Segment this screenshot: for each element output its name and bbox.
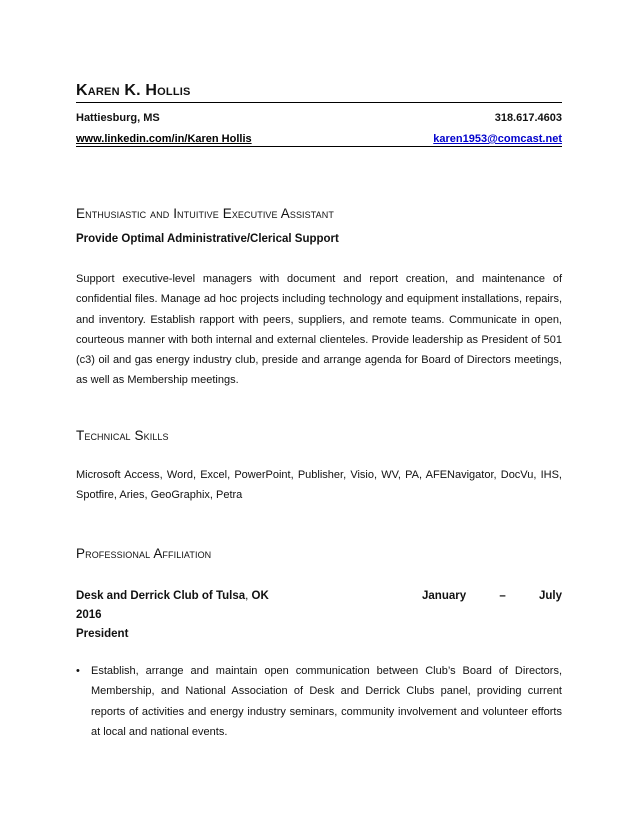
affiliation-bullet-list: [76, 661, 562, 742]
affiliation-header: [76, 587, 562, 644]
affiliation-role: President: [76, 628, 129, 640]
affiliation-section-title: Professional Affiliation: [76, 546, 212, 561]
affiliation-org-location: [76, 587, 269, 606]
email-link[interactable]: karen1953@comcast.net: [433, 133, 562, 145]
affiliation-date-end: July: [538, 590, 562, 602]
affiliation-org: Desk and Derrick Club of Tulsa: [76, 590, 246, 602]
list-item: [76, 661, 562, 742]
contact-row-links: [76, 133, 562, 147]
summary-subtitle: Provide Optimal Administrative/Clerical Support: [76, 233, 339, 245]
affiliation-org-line: [76, 587, 562, 606]
affiliation-date-dash: –: [499, 590, 506, 602]
bullet-icon: •: [76, 665, 80, 677]
bullet-text: Establish, arrange and maintain open communication between Club’s Board of Directors, Membership, and National Association of Desk and Derrick Clubs panel, providing current reports of activities and energy industry seminars, community involvement and volunteer efforts at local and national events.: [91, 665, 562, 738]
summary-paragraph: Support executive-level managers with document and report creation, and maintenance of confidential files. Manage ad hoc projects including technology and equipment installations, repairs, and inventory. Establish rapport with peers, suppliers, and remote teams. Communicate in open, courteous manner with both internal and external clienteles. Provide leadership as President of 501 (c3) oil and gas energy industry club, preside and arrange agenda for Board of Directors meetings, as well as Membership meetings.: [76, 273, 562, 387]
affiliation-dates: [422, 587, 562, 606]
summary-section-title: Enthusiastic and Intuitive Executive Assistant: [76, 206, 334, 221]
affiliation-state: OK: [251, 590, 269, 602]
technical-skills-paragraph: Microsoft Access, Word, Excel, PowerPoint, Publisher, Visio, WV, PA, AFENavigator, DocVu, IHS, Spotfire, Aries, GeoGraphix, Petra: [76, 469, 562, 502]
affiliation-separator: ,: [245, 590, 252, 602]
candidate-name: Karen K. Hollis: [76, 82, 562, 103]
location-text: Hattiesburg, MS: [76, 112, 160, 124]
phone-text: 318.617.4603: [494, 112, 562, 124]
contact-row-location: [76, 112, 562, 124]
technical-section-title: Technical Skills: [76, 428, 169, 443]
affiliation-year: 2016: [76, 609, 102, 621]
affiliation-date-start: January: [422, 590, 467, 602]
linkedin-link[interactable]: www.linkedin.com/in/Karen Hollis: [76, 133, 252, 145]
